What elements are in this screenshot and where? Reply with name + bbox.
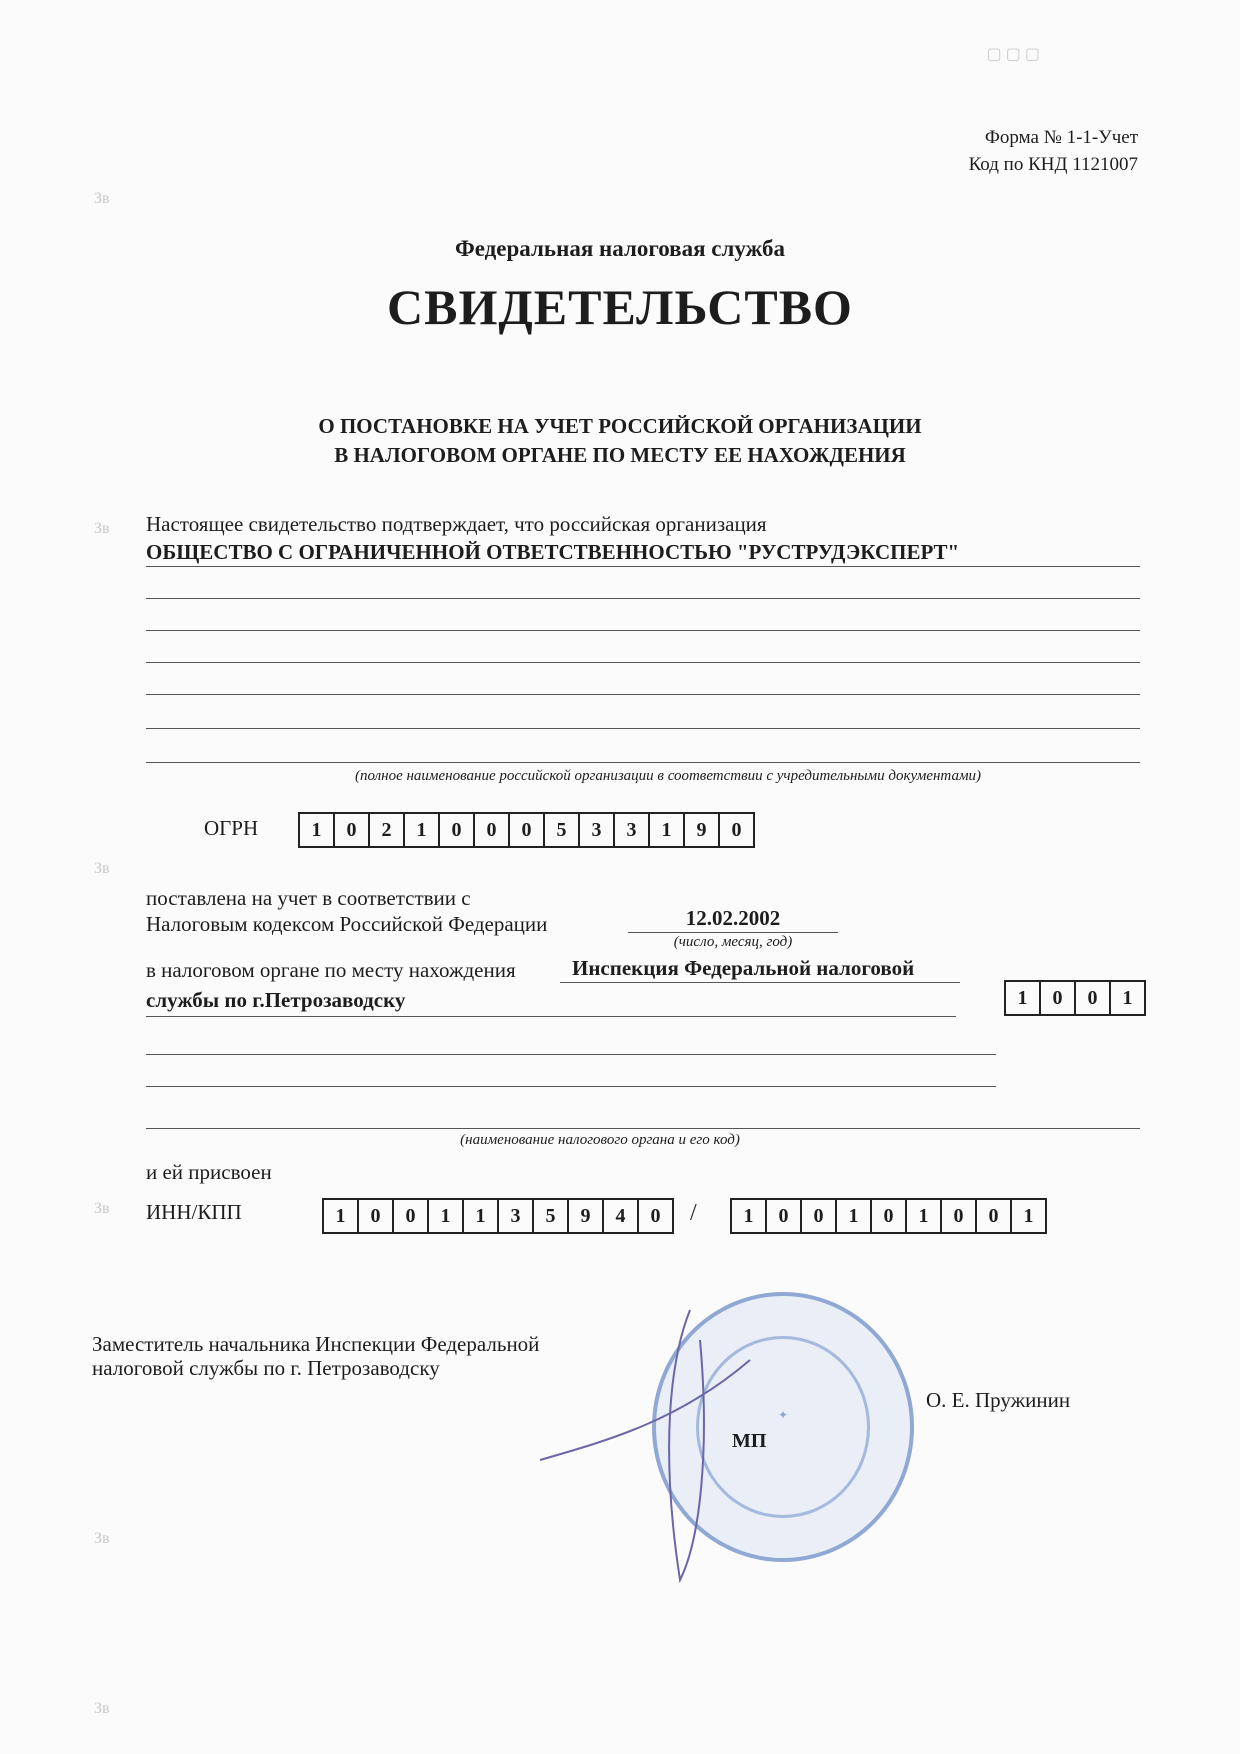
bleed-mark: Зв <box>94 520 110 537</box>
underline <box>146 762 1140 763</box>
underline <box>146 1128 1140 1129</box>
kpp-digit: 0 <box>942 1200 977 1232</box>
ogrn-digit: 0 <box>335 814 370 846</box>
underline <box>146 566 1140 567</box>
kpp-digit: 1 <box>837 1200 872 1232</box>
underline <box>146 694 1140 695</box>
inn-digit: 0 <box>639 1200 674 1232</box>
seal-emblem-icon: ✦ <box>777 1408 789 1422</box>
inn-digit: 0 <box>359 1200 394 1232</box>
authority-code-digit: 1 <box>1111 982 1146 1014</box>
underline <box>628 932 838 933</box>
underline <box>146 1016 956 1017</box>
ogrn-digit: 1 <box>650 814 685 846</box>
subtitle-line-2: В НАЛОГОВОМ ОРГАНЕ ПО МЕСТУ ЕЕ НАХОЖДЕНИЯ <box>334 443 906 467</box>
bleed-mark: ▢ ▢ ▢ <box>986 46 1040 63</box>
document-subtitle <box>0 412 1240 470</box>
ogrn-digit: 0 <box>720 814 755 846</box>
underline <box>560 982 960 983</box>
inn-digit: 3 <box>499 1200 534 1232</box>
inn-kpp-separator: / <box>690 1200 697 1226</box>
inn-digit: 5 <box>534 1200 569 1232</box>
assignment-label: и ей присвоен <box>146 1160 272 1184</box>
position-line-2: налоговой службы по г. Петрозаводску <box>92 1356 440 1380</box>
bleed-mark: Зв <box>94 1530 110 1547</box>
underline <box>146 598 1140 599</box>
kpp-digit: 1 <box>732 1200 767 1232</box>
organization-name: ОБЩЕСТВО С ОГРАНИЧЕННОЙ ОТВЕТСТВЕННОСТЬЮ "РУСТРУДЭКСПЕРТ" <box>146 540 960 564</box>
ogrn-digit: 2 <box>370 814 405 846</box>
ogrn-digit: 9 <box>685 814 720 846</box>
underline <box>146 662 1140 663</box>
inn-kpp-label: ИНН/КПП <box>146 1200 242 1224</box>
kpp-digit: 0 <box>767 1200 802 1232</box>
inn-digit: 1 <box>429 1200 464 1232</box>
bleed-mark: Зв <box>94 1200 110 1217</box>
kpp-digit: 0 <box>802 1200 837 1232</box>
underline <box>146 728 1140 729</box>
authority-code-digit: 1 <box>1006 982 1041 1014</box>
organization-name-caption: (полное наименование российской организации в соответствии с учредительными документами) <box>354 768 982 784</box>
registration-date: 12.02.2002 <box>685 906 781 930</box>
registration-line-1: поставлена на учет в соответствии с <box>146 886 471 910</box>
inn-number <box>322 1198 674 1234</box>
authority-code-digit: 0 <box>1076 982 1111 1014</box>
registration-date-caption: (число, месяц, год) <box>673 934 793 950</box>
ogrn-digit: 1 <box>300 814 335 846</box>
bleed-mark: Зв <box>94 860 110 877</box>
kpp-digit: 1 <box>1012 1200 1047 1232</box>
inn-digit: 1 <box>324 1200 359 1232</box>
kpp-digit: 1 <box>907 1200 942 1232</box>
kpp-number <box>730 1198 1047 1234</box>
ogrn-digit: 0 <box>510 814 545 846</box>
inn-digit: 9 <box>569 1200 604 1232</box>
position-line-1: Заместитель начальника Инспекции Федеральной <box>92 1332 540 1356</box>
document-title: СВИДЕТЕЛЬСТВО <box>387 279 853 335</box>
signatory-position <box>92 1332 539 1380</box>
authority-code <box>1004 980 1146 1016</box>
subtitle-line-1: О ПОСТАНОВКЕ НА УЧЕТ РОССИЙСКОЙ ОРГАНИЗАЦИИ <box>318 414 922 438</box>
inn-digit: 0 <box>394 1200 429 1232</box>
bleed-mark: Зв <box>94 1700 110 1717</box>
authority-name-line-1: Инспекция Федеральной налоговой <box>572 956 915 980</box>
inn-digit: 1 <box>464 1200 499 1232</box>
bleed-mark: Зв <box>94 190 110 207</box>
inn-digit: 4 <box>604 1200 639 1232</box>
form-header <box>969 124 1138 178</box>
registration-line-2: Налоговым кодексом Российской Федерации <box>146 912 548 936</box>
underline <box>146 1054 996 1055</box>
ogrn-number <box>298 812 755 848</box>
ogrn-label: ОГРН <box>204 816 259 840</box>
organization-intro: Настоящее свидетельство подтверждает, что российская организация <box>146 512 767 536</box>
kpp-digit: 0 <box>872 1200 907 1232</box>
knd-code: Код по КНД 1121007 <box>968 154 1138 175</box>
authority-code-digit: 0 <box>1041 982 1076 1014</box>
form-number: Форма № 1-1-Учет <box>984 127 1138 148</box>
authority-name-line-2: службы по г.Петрозаводску <box>146 988 406 1012</box>
signatory-name: О. Е. Пружинин <box>926 1388 1071 1412</box>
underline <box>146 1086 996 1087</box>
authority-prefix: в налоговом органе по месту нахождения <box>146 958 516 982</box>
ogrn-digit: 5 <box>545 814 580 846</box>
ogrn-digit: 0 <box>440 814 475 846</box>
seal-label: МП <box>732 1430 767 1452</box>
ogrn-digit: 3 <box>615 814 650 846</box>
kpp-digit: 0 <box>977 1200 1012 1232</box>
authority-caption: (наименование налогового органа и его код) <box>460 1132 740 1148</box>
ogrn-digit: 0 <box>475 814 510 846</box>
ogrn-digit: 3 <box>580 814 615 846</box>
ogrn-digit: 1 <box>405 814 440 846</box>
underline <box>146 630 1140 631</box>
agency-title: Федеральная налоговая служба <box>455 236 785 261</box>
